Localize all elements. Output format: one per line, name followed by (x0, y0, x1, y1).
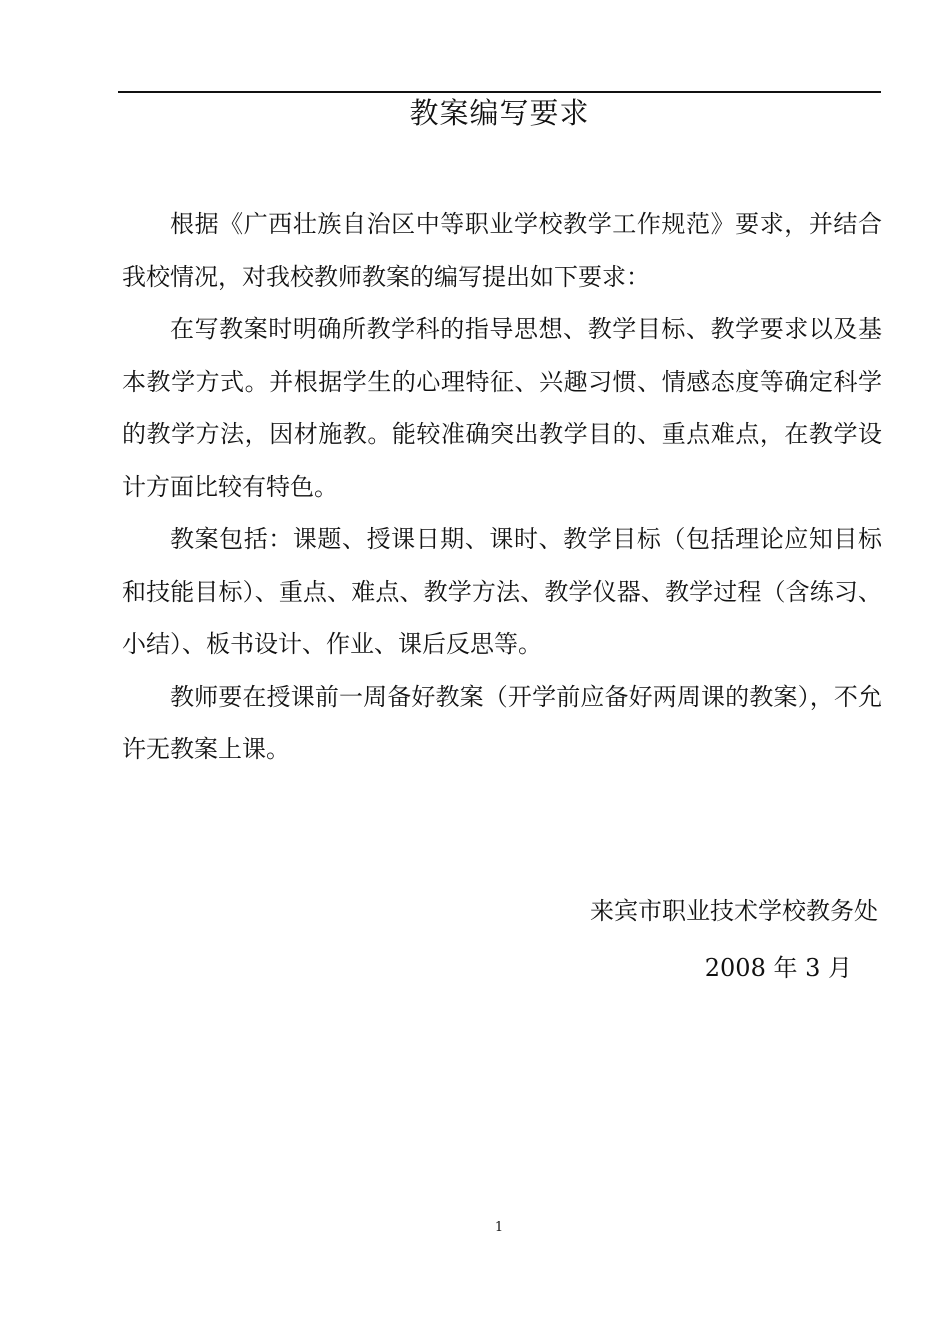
document-body (122, 198, 882, 776)
header-rule (118, 91, 881, 93)
paragraph-preparation-deadline: 教师要在授课前一周备好教案（开学前应备好两周课的教案），不允许无教案上课。 (122, 682, 882, 763)
signature-date: 2008 年 3 月 (704, 954, 852, 982)
paragraph-intro: 根据《广西壮族自治区中等职业学校教学工作规范》要求，并结合我校情况，对我校教师教案的编写提出如下要求： (122, 210, 882, 291)
paragraph-lesson-plan-contents: 教案包括：课题、授课日期、课时、教学目标（包括理论应知目标和技能目标）、重点、难点、教学方法、教学仪器、教学过程（含练习、小结）、板书设计、作业、课后反思等。 (122, 525, 882, 658)
page-number: 1 (494, 1220, 504, 1235)
document-title: 教案编写要求 (409, 96, 590, 130)
signature-office: 来宾市职业技术学校教务处 (590, 897, 878, 925)
paragraph-teaching-goals: 在写教案时明确所教学科的指导思想、教学目标、教学要求以及基本教学方式。并根据学生的心理特征、兴趣习惯、情感态度等确定科学的教学方法，因材施教。能较准确突出教学目的、重点难点，在教学设计方面比较有特色。 (122, 315, 882, 501)
